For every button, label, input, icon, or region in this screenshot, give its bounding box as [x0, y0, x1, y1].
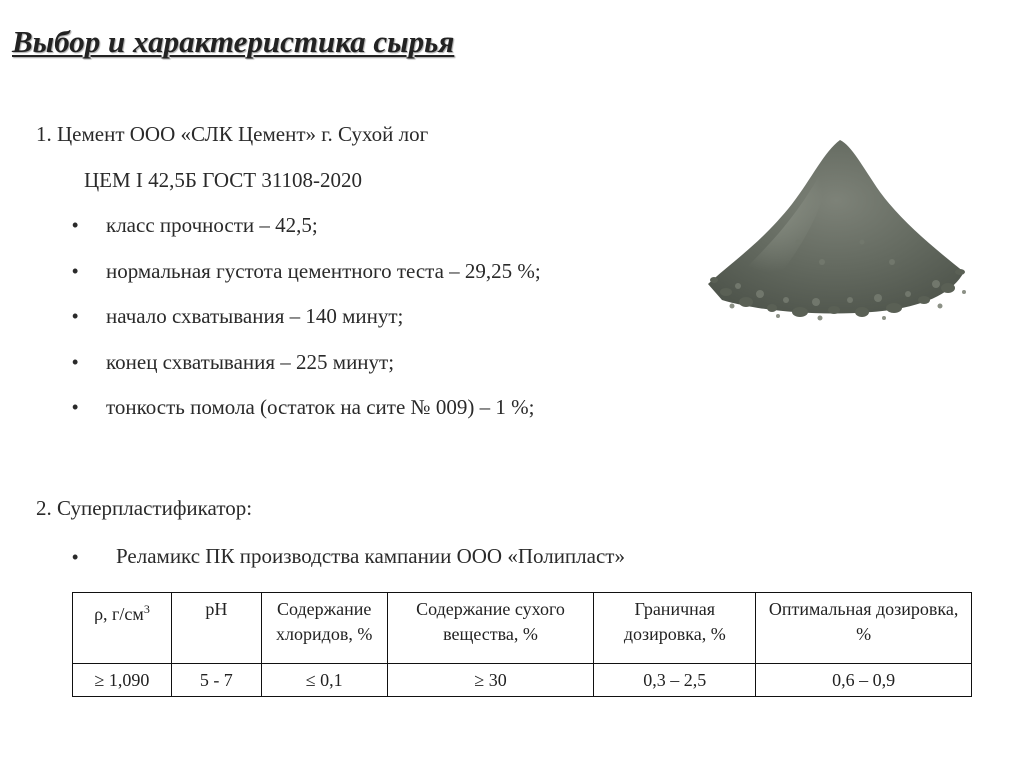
table-cell: ≥ 30	[387, 664, 594, 697]
cement-grade: ЦЕМ I 42,5Б ГОСТ 31108-2020	[84, 168, 363, 192]
property-text: тонкость помола (остаток на сите № 009) – 1 %;	[106, 395, 535, 420]
property-text: класс прочности – 42,5;	[106, 213, 318, 237]
column-header: Содержание сухого вещества, %	[387, 593, 594, 664]
column-header: Содержание хлоридов, %	[261, 593, 387, 664]
superplasticizer-properties-table	[72, 592, 972, 697]
property-text: конец схватывания – 225 минут;	[106, 349, 395, 374]
column-header: pH	[171, 593, 261, 664]
bullet-icon: •	[72, 306, 79, 327]
property-text: нормальная густота цементного теста – 29,25 %;	[106, 258, 541, 283]
product-text: Реламикс ПК производства кампании ООО «Полипласт»	[116, 544, 625, 568]
table-cell: 0,3 – 2,5	[594, 664, 756, 697]
bullet-icon: •	[72, 260, 79, 281]
cement-heading: 1. Цемент ООО «СЛК Цемент» г. Сухой лог	[36, 122, 429, 146]
bullet-icon: •	[72, 397, 79, 418]
column-header: Оптимальная дозировка, %	[756, 593, 972, 664]
table-cell: ≥ 1,090	[73, 664, 172, 697]
table-cell: ≤ 0,1	[261, 664, 387, 697]
table-cell: 5 - 7	[171, 664, 261, 697]
table-cell: 0,6 – 0,9	[756, 664, 972, 697]
superplasticizer-product	[72, 544, 625, 569]
column-header: ρ, $г/см^3$	[73, 593, 172, 664]
bullet-icon: •	[72, 547, 79, 567]
table-header-row	[73, 593, 972, 664]
bullet-icon: •	[72, 215, 79, 235]
bullet-icon: •	[72, 351, 79, 372]
table-row	[73, 664, 972, 697]
cement-powder-image	[702, 122, 974, 322]
superplasticizer-heading: 2. Суперпластификатор:	[36, 496, 253, 520]
column-header: Граничная дозировка, %	[594, 593, 756, 664]
property-text: начало схватывания – 140 минут;	[106, 304, 404, 329]
slide-title: Выбор и характеристика сырья	[12, 24, 455, 59]
